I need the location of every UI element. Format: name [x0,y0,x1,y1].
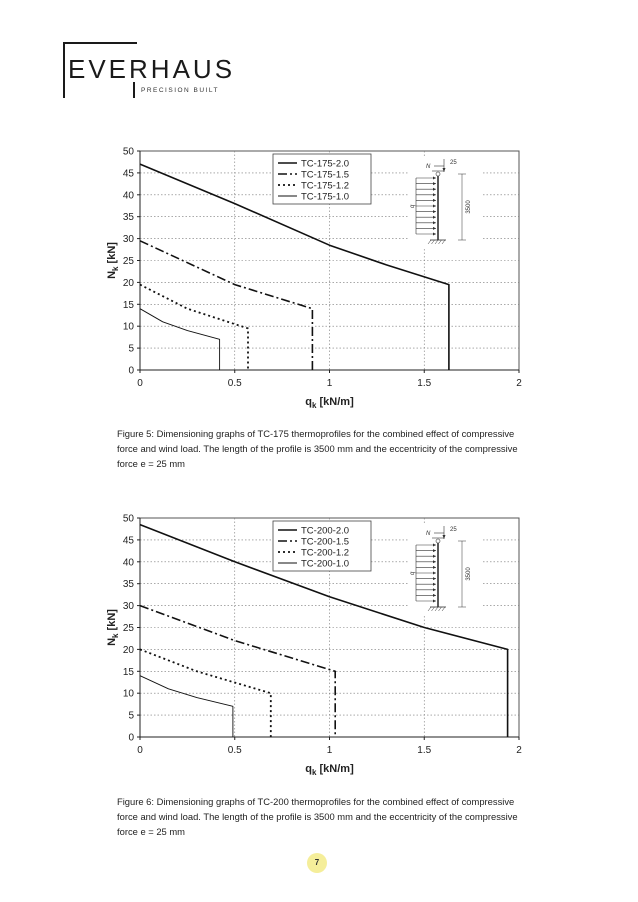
y-tick-label: 15 [122,666,134,678]
y-tick-label: 10 [122,688,134,700]
y-tick-label: 20 [122,277,134,289]
legend-label: TC-200-1.0 [301,558,350,570]
chart-tc200 [100,507,540,782]
y-tick-label: 5 [128,710,134,722]
x-tick-label: 0.5 [227,745,242,756]
x-tick-label: 1.5 [417,378,432,389]
legend-label: TC-175-2.0 [301,158,350,170]
y-tick-label: 45 [122,168,134,180]
inset-force-label: N [426,531,431,537]
structural-inset [408,156,482,248]
legend-label: TC-200-2.0 [301,525,350,537]
y-tick-label: 0 [128,365,134,377]
x-tick-label: 1 [326,745,333,756]
x-tick-label: 0.5 [227,378,242,389]
y-tick-label: 20 [122,644,134,656]
legend-label: TC-175-1.5 [301,169,350,181]
inset-force-label: N [426,164,431,170]
page-number: 7 [307,853,327,873]
x-tick-label: 2 [516,378,522,389]
top-hinge [436,172,440,176]
y-tick-label: 30 [122,234,134,246]
y-tick-label: 40 [122,557,134,569]
y-tick-label: 10 [122,321,134,333]
inset-load-label: q [410,571,416,575]
y-tick-label: 15 [122,299,134,311]
inset-load-label: q [410,204,416,208]
legend-label: TC-175-1.2 [301,180,350,192]
y-tick-label: 40 [122,190,134,202]
legend-label: TC-200-1.5 [301,536,350,548]
inset-dimension-label: 3500 [466,200,472,214]
x-tick-label: 0 [137,745,143,756]
x-axis-label: $q_k$ [kN/m] [305,396,354,410]
y-tick-label: 25 [122,256,134,267]
logo-name: EVERHAUS [68,54,236,84]
y-axis-label: $N_k$ [kN] [106,242,120,279]
y-tick-label: 25 [122,623,134,634]
logo-tagline: PRECISION BUILT [141,87,220,94]
inset-eccentricity-label: 25 [450,527,457,533]
y-tick-label: 5 [128,343,134,355]
top-hinge [436,539,440,543]
y-axis-label: $N_k$ [kN] [106,609,120,646]
y-tick-label: 35 [122,579,134,591]
brand-logo [63,42,236,98]
figure-6-caption: Figure 6: Dimensioning graphs of TC-200 thermoprofiles for the combined effect of compressive force and wind load. The length of the profile is 3500 mm and the eccentricity of the compressive force e = 25 mm [117,796,518,837]
y-tick-label: 50 [122,513,134,525]
x-tick-label: 1 [326,378,333,389]
inset-dimension-label: 3500 [466,567,472,581]
y-tick-label: 50 [122,146,134,158]
legend-label: TC-175-1.0 [301,191,350,203]
x-tick-label: 2 [516,745,522,756]
x-tick-label: 0 [137,378,143,389]
y-tick-label: 30 [122,601,134,613]
structural-inset [408,523,482,615]
x-tick-label: 1.5 [417,745,432,756]
legend-label: TC-200-1.2 [301,547,350,559]
inset-eccentricity-label: 25 [450,160,457,166]
y-tick-label: 0 [128,732,134,744]
figure-5-caption: Figure 5: Dimensioning graphs of TC-175 thermoprofiles for the combined effect of compressive force and wind load. The length of the profile is 3500 mm and the eccentricity of the compressive force e = 25 mm [117,428,518,469]
y-tick-label: 45 [122,535,134,547]
chart-tc175 [100,140,540,415]
x-axis-label: $q_k$ [kN/m] [305,763,354,777]
y-tick-label: 35 [122,212,134,224]
